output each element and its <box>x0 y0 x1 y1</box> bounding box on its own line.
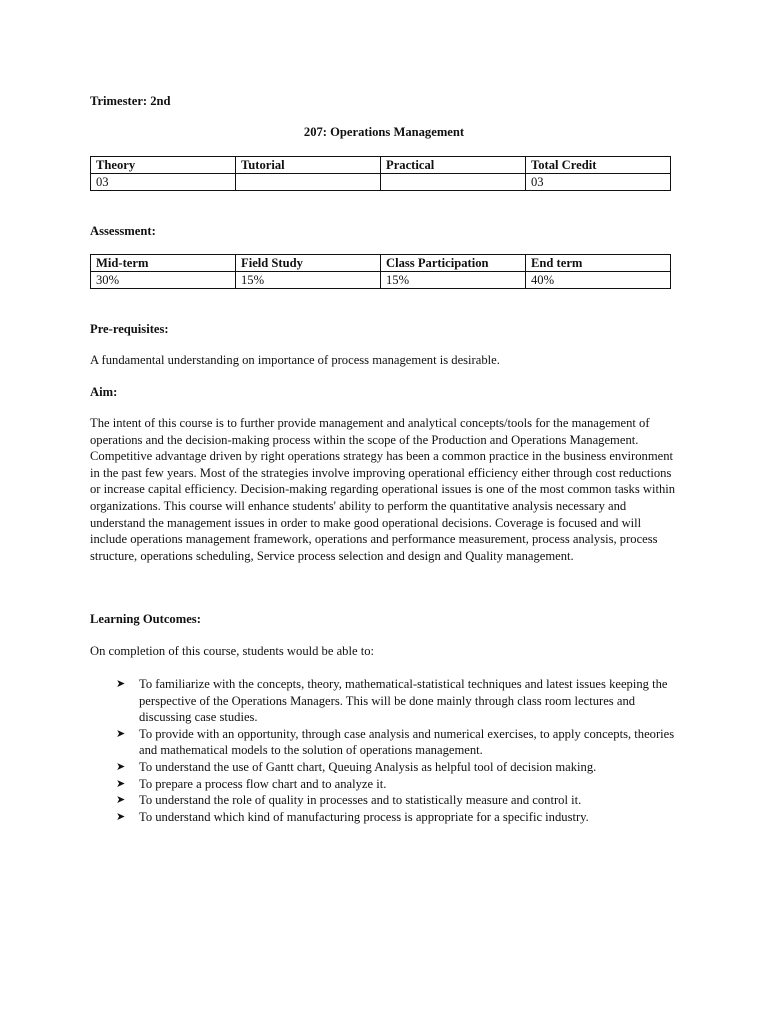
learning-outcomes-intro: On completion of this course, students would be able to: <box>90 644 375 658</box>
list-item-text: To prepare a process flow chart and to analyze it. <box>139 776 387 791</box>
assessment-table-header-row <box>91 255 671 272</box>
assessment-header-class-participation: Class Participation <box>381 255 526 272</box>
list-item <box>116 759 676 776</box>
credit-header-tutorial: Tutorial <box>236 157 381 174</box>
list-item-text: To familiarize with the concepts, theory, mathematical-statistical techniques and latest issues keeping the perspective of the Operations Managers. This will be done mainly through class room lectures and discussing case studies. <box>139 677 668 725</box>
credit-header-theory: Theory <box>91 157 236 174</box>
credit-cell-practical <box>381 174 526 191</box>
prerequisites-text: A fundamental understanding on importance of process management is desirable. <box>90 353 500 367</box>
list-item <box>116 776 676 793</box>
assessment-header-mid-term: Mid-term <box>91 255 236 272</box>
credit-cell-theory: 03 <box>91 174 236 191</box>
arrow-bullet-icon: ➤ <box>116 777 126 790</box>
trimester-label: Trimester: 2nd <box>90 94 171 108</box>
course-title: 207: Operations Management <box>303 125 465 139</box>
assessment-heading: Assessment: <box>90 224 156 238</box>
list-item-text: To understand which kind of manufacturing process is appropriate for a specific industry. <box>139 809 589 824</box>
arrow-bullet-icon: ➤ <box>116 678 126 690</box>
credit-table <box>90 156 671 191</box>
list-item-text: To provide with an opportunity, through case analysis and numerical exercises, to apply concepts, theories and mathematical models to the solution of operations management. <box>139 726 675 758</box>
arrow-bullet-icon: ➤ <box>116 794 126 807</box>
aim-paragraph: The intent of this course is to further provide management and analytical concepts/tools for the management of operations and the decision-making process within the scope of the Production and Operations Management. Competitive advantage driven by right operations strategy has been a common practice in the business environment in the past few years. Most of the strategies involve improving operational efficiency either through cost reductions or increase capital efficiency. Decision-making regarding operational issues is one of the most common tasks within organizations. This course will enhance students' ability to perform the quantitative analysis necessary and understand the management issues in order to make good operational decisions. Coverage is focused and will include operations management framework, operations and performance measurement, process analysis, process structure, operations scheduling, Service process selection and design and Quality management. <box>90 416 676 563</box>
assessment-table <box>90 254 671 289</box>
arrow-bullet-icon: ➤ <box>116 810 126 823</box>
list-item-text: To understand the use of Gantt chart, Queuing Analysis as helpful tool of decision making. <box>139 759 597 774</box>
list-item <box>116 792 676 809</box>
list-item-text: To understand the role of quality in processes and to statistically measure and control it. <box>139 793 582 808</box>
assessment-cell-class-participation: 15% <box>381 272 526 289</box>
credit-table-header-row <box>91 157 671 174</box>
prerequisites-heading: Pre-requisites: <box>90 322 169 336</box>
assessment-table-row <box>91 272 671 289</box>
arrow-bullet-icon: ➤ <box>116 760 126 773</box>
credit-cell-tutorial <box>236 174 381 191</box>
list-item <box>116 726 676 759</box>
credit-header-total-credit: Total Credit <box>526 157 671 174</box>
aim-heading: Aim: <box>90 385 118 399</box>
assessment-header-end-term: End term <box>526 255 671 272</box>
credit-cell-total-credit: 03 <box>526 174 671 191</box>
assessment-header-field-study: Field Study <box>236 255 381 272</box>
assessment-cell-field-study: 15% <box>236 272 381 289</box>
learning-outcomes-list <box>116 676 676 825</box>
credit-table-row <box>91 174 671 191</box>
assessment-cell-mid-term: 30% <box>91 272 236 289</box>
credit-header-practical: Practical <box>381 157 526 174</box>
list-item <box>116 676 676 726</box>
learning-outcomes-heading: Learning Outcomes: <box>90 612 201 626</box>
list-item <box>116 809 676 826</box>
arrow-bullet-icon: ➤ <box>116 727 126 740</box>
assessment-cell-end-term: 40% <box>526 272 671 289</box>
